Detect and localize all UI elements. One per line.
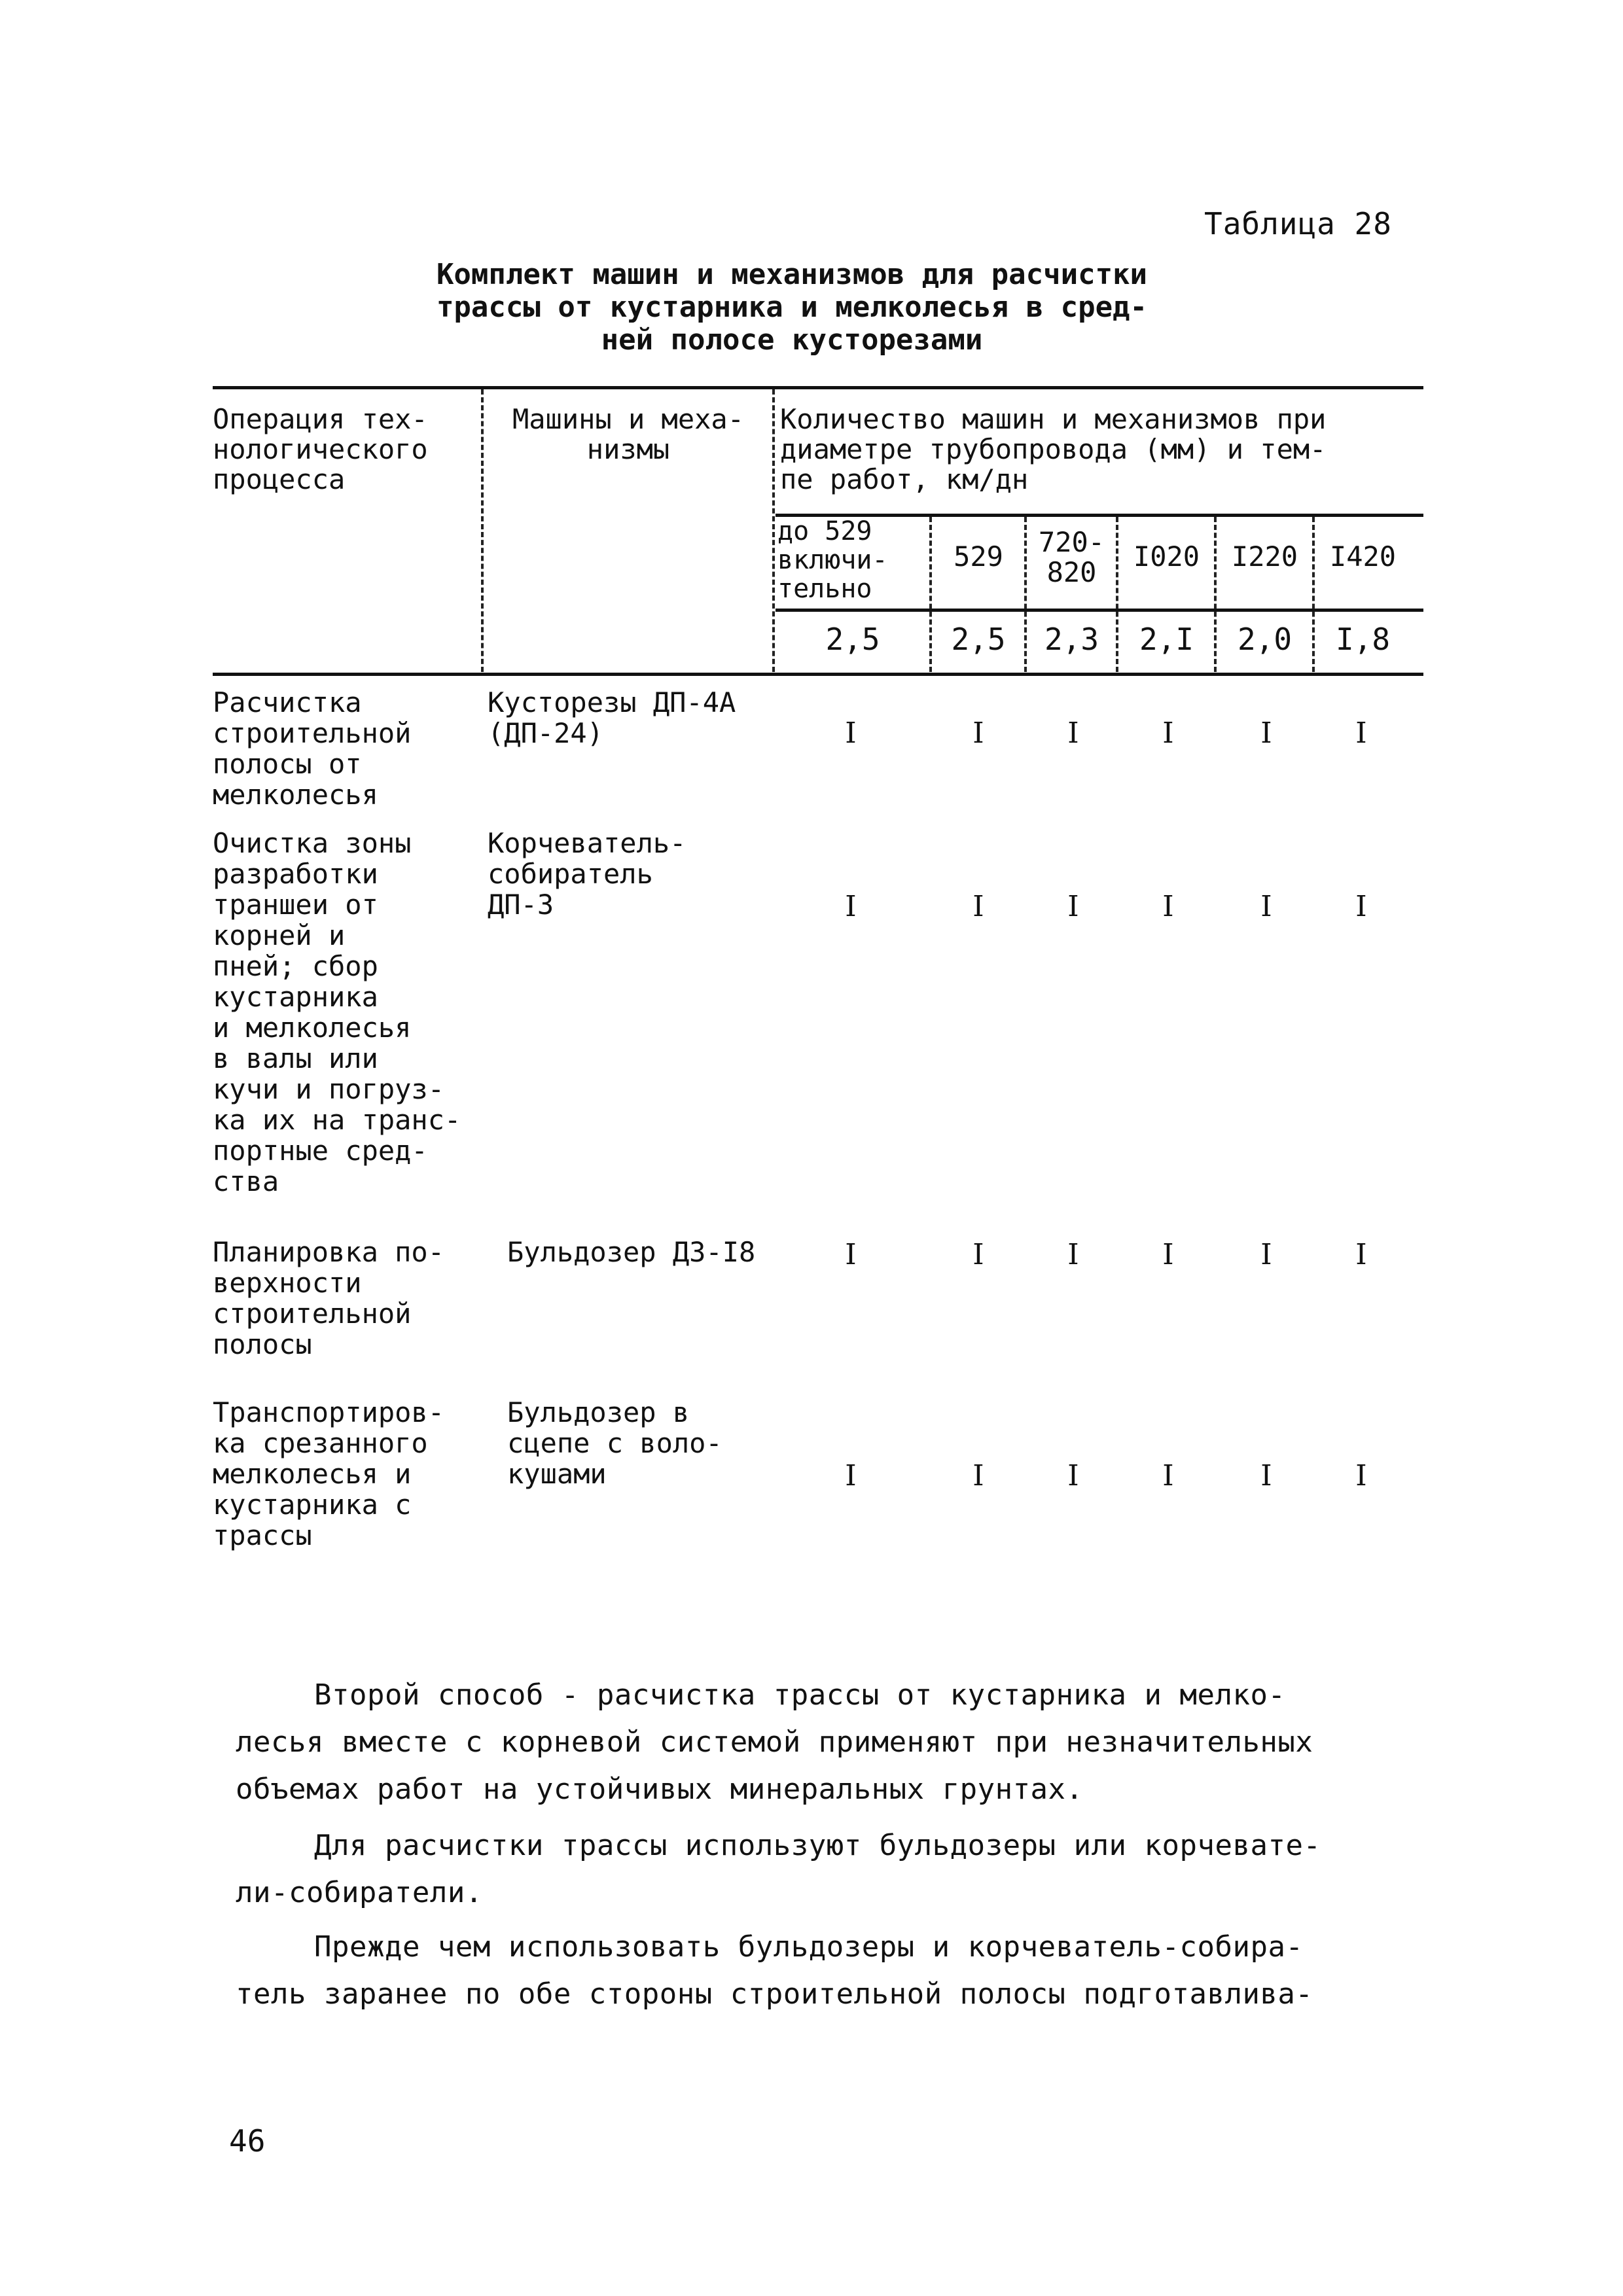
col-divider-3 (929, 517, 932, 672)
row-value: I (845, 1238, 857, 1271)
col-divider-4 (1024, 517, 1027, 672)
paragraph: Прежде чем использовать бульдозеры и корчеватель-собира- тель заранее по обе стороны строительной полосы подготавлива- (236, 1930, 1313, 2011)
paragraph: Для расчистки трассы используют бульдозеры или корчевате- ли-собиратели. (236, 1829, 1321, 1909)
header-bottom-rule (213, 673, 1423, 676)
tempo-value: I,8 (1335, 622, 1391, 657)
row-value: I (1162, 890, 1174, 923)
row-value: I (972, 716, 984, 750)
row-value: I (1260, 1238, 1272, 1271)
row-value: I (1355, 1459, 1367, 1492)
tempo-value: 2,5 (825, 622, 880, 657)
row-value: I (1162, 1238, 1174, 1271)
row-value: I (972, 1238, 984, 1271)
row-value: I (972, 1459, 984, 1492)
paragraph: Второй способ - расчистка трассы от кустарника и мелко- лесья вместе с корневой системой применяют при незначительных объемах работ на устойчивых минеральных грунтах. (236, 1678, 1313, 1806)
row-value: I (1067, 890, 1079, 923)
row-machines: Бульдозер в сцепе с воло- кушами (507, 1396, 722, 1490)
header-machines: Машины и меха- низмы (512, 403, 744, 465)
row-machines: Бульдозер ДЗ-I8 (507, 1236, 756, 1268)
row-value: I (1260, 890, 1272, 923)
row-value: I (1355, 890, 1367, 923)
diameter-1420: I420 (1329, 540, 1397, 573)
row-value: I (1355, 1238, 1367, 1271)
col-divider-1 (481, 389, 484, 672)
tempo-value: 2,3 (1044, 622, 1099, 657)
diameter-529: 529 (954, 540, 1003, 573)
row-operation: Планировка по- верхности строительной полосы (213, 1236, 445, 1360)
table-top-rule (213, 386, 1423, 389)
row-value: I (1162, 716, 1174, 750)
tempo-value: 2,I (1139, 622, 1194, 657)
tempo-rule (776, 609, 1423, 612)
row-value: I (1067, 716, 1079, 750)
tempo-value: 2,0 (1237, 622, 1293, 657)
row-value: I (845, 890, 857, 923)
row-machines: Кусторезы ДП-4А (ДП-24) (488, 686, 736, 749)
diameter-upto-529: до 529 включи- тельно (777, 516, 888, 604)
diameter-1020: I020 (1133, 540, 1200, 573)
row-value: I (1162, 1459, 1174, 1492)
page-number: 46 (229, 2123, 266, 2159)
table-title: Комплект машин и механизмов для расчистки трассы от кустарника и мелколесья в сред- ней полосе кусторезами (436, 258, 1148, 357)
row-value: I (845, 1459, 857, 1492)
row-value: I (1355, 716, 1367, 750)
row-value: I (1067, 1459, 1079, 1492)
col-divider-5 (1116, 517, 1118, 672)
row-value: I (845, 716, 857, 750)
tempo-value: 2,5 (951, 622, 1006, 657)
table-label: Таблица 28 (1204, 206, 1392, 241)
header-operation: Операция тех- нологического процесса (213, 403, 428, 495)
col-divider-7 (1312, 517, 1315, 672)
row-value: I (1067, 1238, 1079, 1271)
row-value: I (972, 890, 984, 923)
row-value: I (1260, 716, 1272, 750)
row-operation: Расчистка строительной полосы от мелколесья (213, 686, 412, 811)
col-divider-2 (772, 389, 775, 672)
col-divider-6 (1214, 517, 1217, 672)
header-quantity: Количество машин и механизмов при диаметре трубопровода (мм) и тем- пе работ, км/дн (780, 403, 1327, 495)
row-operation: Очистка зоны разработки траншеи от корней и пней; сбор кустарника и мелколесья в валы или кучи и погруз- ка их на транс- портные сред- ства (213, 827, 461, 1197)
diameter-1220: I220 (1231, 540, 1298, 573)
row-value: I (1260, 1459, 1272, 1492)
diameter-720-820: 720- 820 (1038, 526, 1105, 588)
row-operation: Транспортиров- ка срезанного мелколесья и кустарника с трассы (213, 1396, 445, 1551)
row-machines: Корчеватель- собиратель ДП-3 (488, 827, 687, 921)
